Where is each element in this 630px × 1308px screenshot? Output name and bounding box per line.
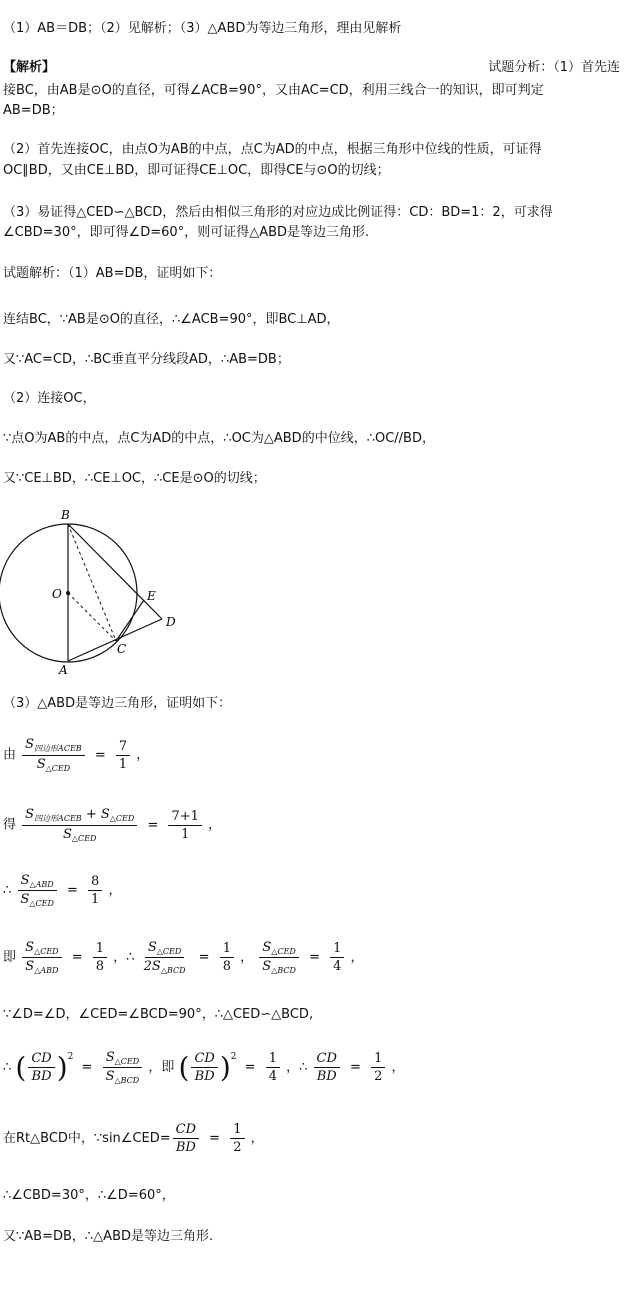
label-c: C — [117, 642, 127, 656]
f4a-rhs-num: 1 — [93, 941, 107, 958]
f7-den: BD — [175, 1140, 196, 1155]
formula-4a-fraction — [22, 940, 61, 975]
analysis-p3-a: （3）易证得△CED∽△BCD，然后由相似三角形的对应边成比例证得：CD：BD=1：2，可求得 — [3, 205, 553, 220]
f4c-num-sub: △CED — [271, 947, 296, 956]
f1-den-sub: △CED — [45, 764, 71, 773]
f2-den-sub: △CED — [71, 834, 97, 843]
formula-3-fraction — [17, 873, 56, 908]
f6b-num: CD — [191, 1051, 217, 1068]
formula-2: 得 $\frac{S_{四边形ACEB} + S_{\triangle CED}}{S_{\triangle CED}}$ = $\frac{7+1}{1}$ ， — [3, 807, 222, 843]
f4b-rhs-den: 8 — [222, 959, 231, 974]
f6b-rhs-num: 1 — [266, 1051, 280, 1068]
segment-oc — [68, 593, 116, 641]
f4a-den-sub: △ABD — [34, 966, 59, 975]
solution-line-2: 连结BC，∵AB是⊙O的直径，∴∠ACB=90°，即BC⊥AD， — [3, 312, 340, 327]
section-title: 【解析】 — [3, 60, 56, 75]
f4c-den-sub: △BCD — [271, 966, 296, 975]
f4b-num: S — [147, 940, 157, 955]
f7-rhs-den: 2 — [233, 1140, 242, 1155]
formula-4b-fraction — [141, 940, 189, 975]
formula-4-prefix: 即 — [3, 950, 17, 965]
f4c-num: S — [262, 940, 272, 955]
label-a: A — [59, 663, 68, 677]
f4b-rhs-num: 1 — [220, 941, 234, 958]
formula-6c-rhs — [371, 1051, 385, 1084]
f1-den-s: S — [36, 757, 46, 772]
f6-rhs-num: S — [105, 1050, 115, 1065]
formula-4a-rhs — [93, 941, 107, 974]
f2-den: S — [63, 827, 72, 842]
segment-bc — [68, 524, 116, 641]
label-d: D — [166, 615, 176, 629]
formula-6-post: ， — [391, 1060, 405, 1075]
f1-num-s: S — [25, 737, 35, 752]
formula-2-fraction — [22, 807, 137, 843]
formula-6-rhs-fraction — [103, 1050, 143, 1085]
f3-num-sub: △ABD — [29, 880, 54, 889]
f7-num: CD — [173, 1122, 199, 1139]
formula-4: 即 $\frac{S_{\triangle CED}}{S_{\triangle ABD}}$ = $\frac{1}{8}$ ，∴ $\frac{S_{\triangle CED}}{2S_{\triangle BCD}}$ = $\frac{1}{8}$ ， $\frac{S_{\triangle CED}}{S_{\triangle BCD}}$ = $\frac{1}{4}$ ， — [3, 940, 364, 975]
label-o: O — [52, 587, 62, 601]
f6c-num: CD — [314, 1051, 340, 1068]
formula-6c-fraction — [314, 1051, 340, 1084]
analysis-p1-a: 接BC，由AB是⊙O的直径，可得∠ACB=90°，又由AC=CD，利用三线合一的知识，即可判定 — [3, 83, 544, 98]
formula-2-prefix: 得 — [3, 817, 17, 833]
formula-7-fraction — [173, 1122, 199, 1155]
formula-7-post: ， — [250, 1131, 264, 1146]
formula-4c-rhs — [330, 941, 344, 974]
formula-1-post: ， — [136, 747, 150, 763]
formula-1-prefix: 由 — [3, 747, 17, 763]
f3-rhs-num: 8 — [88, 874, 102, 891]
f2-num-b-sub: △CED — [109, 814, 135, 823]
f3-den: S — [20, 892, 30, 907]
f6c-den: BD — [316, 1069, 337, 1084]
f4b-den-sub: △BCD — [160, 966, 186, 975]
f2-rhs-den: 1 — [181, 826, 190, 842]
f4b-num-sub: △CED — [156, 947, 182, 956]
formula-6b-fraction — [191, 1051, 217, 1084]
formula-6-mid: ，即 — [148, 1060, 175, 1075]
solution-line-4: （2）连接OC， — [3, 391, 96, 406]
f6-rhs-den: S — [105, 1069, 115, 1084]
solution-line-5: ∵点O为AB的中点，点C为AD的中点，∴OC为△ABD的中位线，∴OC//BD， — [3, 431, 435, 446]
f6a-den: BD — [31, 1069, 52, 1084]
formula-4c-fraction — [259, 940, 299, 975]
f4a-num-sub: △CED — [34, 947, 59, 956]
analysis-p3-b: ∠CBD=30°，即可得∠D=60°，则可证得△ABD是等边三角形. — [3, 225, 370, 240]
formula-3-prefix: ∴ — [3, 883, 12, 898]
formula-4-post: ， — [350, 950, 364, 965]
f3-num: S — [20, 873, 30, 888]
f6b-sq: 2 — [230, 1052, 237, 1062]
formula-9: 又∵AB=DB，∴△ABD是等边三角形. — [3, 1229, 214, 1244]
solution-line-3: 又∵AC=CD，∴BC垂直平分线段AD，∴AB=DB； — [3, 352, 290, 367]
f4c-den: S — [262, 959, 272, 974]
formula-1-rhs — [116, 739, 130, 772]
segment-ce — [116, 600, 144, 641]
f2-num-a-sub: 四边形ACEB — [34, 814, 82, 823]
formula-8: ∴∠CBD=30°，∴∠D=60°， — [3, 1188, 175, 1203]
formula-3-rhs — [88, 874, 102, 907]
f4c-rhs-num: 1 — [330, 941, 344, 958]
formula-6-prefix: ∴ — [3, 1060, 12, 1075]
f1-num-sub: 四边形ACEB — [34, 744, 82, 753]
formula-4-mid: ，∴ — [113, 950, 135, 965]
formula-7-rhs — [230, 1122, 244, 1155]
formula-1-fraction — [22, 737, 85, 773]
f2-num-a: S — [25, 807, 35, 822]
f6a-sq: 2 — [67, 1052, 74, 1062]
f4a-den: S — [25, 959, 35, 974]
label-b: B — [61, 508, 70, 522]
f4a-rhs-den: 8 — [95, 959, 105, 974]
analysis-p2-a: （2）首先连接OC，由点O为AB的中点，点C为AD的中点，根据三角形中位线的性质，可证得 — [3, 142, 542, 157]
f6-rhs-den-sub: △BCD — [114, 1076, 140, 1085]
formula-6a-fraction — [28, 1051, 54, 1084]
formula-2-post: ， — [208, 817, 222, 833]
formula-4-sep: ， — [240, 950, 254, 965]
f6-rhs-num-sub: △CED — [114, 1057, 140, 1066]
f2-rhs-num: 7+1 — [168, 809, 201, 826]
f2-num-b: S — [100, 807, 110, 822]
f2-plus: + — [81, 807, 101, 822]
f6c-rhs-num: 1 — [371, 1051, 385, 1068]
formula-5: ∵∠D=∠D，∠CED=∠BCD=90°，∴△CED∽△BCD, — [3, 1007, 314, 1022]
f3-den-sub: △CED — [29, 899, 54, 908]
formula-1: 由 $\frac{S_{四边形ACEB}}{S_{\triangle CED}}$ = $\frac{7}{1}$ ， — [3, 737, 150, 773]
solution-line-6: 又∵CE⊥BD，∴CE⊥OC，∴CE是⊙O的切线； — [3, 471, 266, 486]
geometry-figure — [0, 506, 185, 678]
f4a-num: S — [25, 940, 35, 955]
f6a-num: CD — [28, 1051, 54, 1068]
f1-rhs-den: 1 — [118, 756, 128, 772]
formula-7-prefix: 在Rt△BCD中，∵sin∠CED= — [3, 1131, 171, 1146]
f4b-den: 2S — [143, 959, 161, 974]
analysis-p1-b: AB=DB； — [3, 103, 64, 118]
formula-6: ∴ ( $\frac{CD}{BD}$ )$^2$ = $\frac{S_{\triangle CED}}{S_{\triangle BCD}}$ ，即 ( $\frac{CD}{BD}$ )$^2$ = $\frac{1}{4}$ ，∴ $\frac{CD}{BD}$ = $\frac{1}{2}$ ， — [3, 1050, 405, 1085]
f3-rhs-den: 1 — [91, 892, 100, 907]
formula-3: ∴ $\frac{S_{\triangle ABD}}{S_{\triangle CED}}$ = $\frac{8}{1}$ ， — [3, 873, 122, 908]
formula-3-post: ， — [108, 883, 122, 898]
f6b-rhs-den: 4 — [268, 1069, 277, 1084]
f6c-rhs-den: 2 — [374, 1069, 383, 1084]
formula-6b-rhs — [266, 1051, 280, 1084]
label-e: E — [147, 589, 156, 603]
f7-rhs-num: 1 — [230, 1122, 244, 1139]
f4c-rhs-den: 4 — [333, 959, 342, 974]
formula-7: 在Rt△BCD中，∵sin∠CED= $\frac{CD}{BD}$ = $\frac{1}{2}$ ， — [3, 1122, 264, 1155]
formula-6-mid2: ，∴ — [286, 1060, 308, 1075]
formula-2-rhs — [168, 809, 201, 842]
center-point — [66, 591, 70, 595]
analysis-p2-b: OC∥BD，又由CE⊥BD，即可证得CE⊥OC，即得CE与⊙O的切线； — [3, 163, 390, 178]
formula-4b-rhs — [220, 941, 234, 974]
f1-rhs-num: 7 — [116, 739, 130, 756]
solution-line-1: 试题解析：（1）AB=DB，证明如下： — [3, 266, 222, 281]
answer-line: （1）AB＝DB；（2）见解析；（3）△ABD为等边三角形，理由见解析 — [3, 21, 402, 36]
f6b-den: BD — [194, 1069, 215, 1084]
analysis-label: 试题分析：（1）首先连 — [488, 60, 620, 75]
segment-bd — [68, 524, 162, 619]
solution-line-7: （3）△ABD是等边三角形，证明如下： — [3, 696, 232, 711]
